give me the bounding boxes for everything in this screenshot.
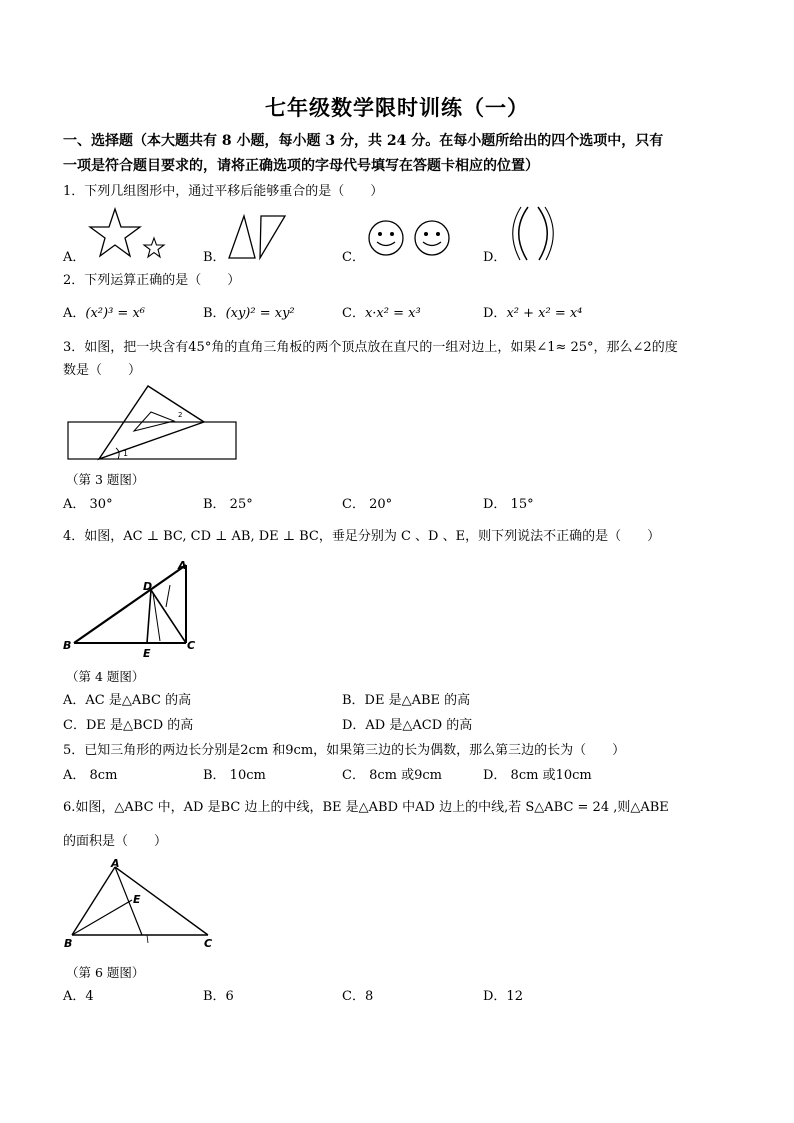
- q2-option-d-label: D．: [483, 306, 507, 321]
- q1-option-c-smiley-faces-figure: [366, 218, 456, 260]
- q6-triangle-figure: [62, 857, 222, 953]
- q4-figure-caption: （第 4 题图）: [66, 669, 145, 684]
- q3-option-d: D． 15°: [483, 497, 534, 512]
- q4-stem: 4．如图，AC ⊥ BC, CD ⊥ AB, DE ⊥ BC，垂足分别为 C 、D 、E，则下列说法不正确的是（ ）: [63, 529, 661, 544]
- q2-option-a-expr: (x²)³ = x⁶: [85, 306, 145, 321]
- q3-option-c: C． 20°: [342, 497, 393, 512]
- q6-stem-line2: 的面积是（ ）: [63, 834, 168, 849]
- q4-vertex-label-a: A: [178, 559, 187, 572]
- q5-option-c: C． 8cm 或9cm: [342, 768, 442, 783]
- q2-option-b: [203, 305, 295, 323]
- q4-vertex-label-e: E: [143, 647, 151, 660]
- q1-option-a-stars-figure: [88, 207, 170, 263]
- q2-option-b-label: B．: [203, 306, 226, 321]
- q3-stem-line2: 数是（ ）: [63, 363, 142, 378]
- page-title: 七年级数学限时训练（一）: [265, 95, 529, 120]
- q2-option-d-expr: x² + x² = x⁴: [506, 306, 583, 321]
- q4-triangle-figure: [62, 557, 202, 661]
- q3-angle-label-1: 1: [123, 449, 129, 458]
- q4-option-b: B．DE 是△ABE 的高: [342, 693, 471, 708]
- q2-option-c-label: C．: [342, 306, 365, 321]
- q2-option-c-expr: x·x² = x³: [364, 306, 421, 321]
- q5-option-b: B． 10cm: [203, 768, 266, 783]
- q3-angle-label-2: 2: [178, 411, 183, 419]
- q2-option-d: [483, 305, 582, 323]
- q3-ruler-triangle-figure: [66, 384, 238, 462]
- q1-option-a-label: A．: [63, 250, 86, 265]
- q2-option-c: [342, 305, 421, 323]
- q6-vertex-label-c: C: [204, 937, 213, 950]
- q6-option-b: B．6: [203, 989, 234, 1004]
- section-instruction-line1: 一、选择题（本大题共有 8 小题，每小题 3 分，共 24 分。在每小题所给出的四个选项中，只有: [63, 133, 664, 149]
- q6-vertex-label-a: A: [111, 857, 120, 870]
- q3-option-a: A． 30°: [63, 497, 113, 512]
- q4-vertex-label-b: B: [63, 639, 72, 652]
- q2-option-a: [63, 305, 145, 323]
- q4-option-d: D．AD 是△ACD 的高: [342, 718, 473, 733]
- q4-option-a: A．AC 是△ABC 的高: [63, 693, 192, 708]
- q5-option-d: D． 8cm 或10cm: [483, 768, 592, 783]
- q6-option-a: A．4: [63, 989, 94, 1004]
- q4-option-c: C．DE 是△BCD 的高: [63, 718, 194, 733]
- q6-option-d: D．12: [483, 989, 523, 1004]
- section-instruction-line2: 一项是符合题目要求的，请将正确选项的字母代号填写在答题卡相应的位置）: [63, 158, 539, 174]
- q2-option-b-expr: (xy)² = xy²: [225, 306, 295, 321]
- q4-vertex-label-d: D: [143, 580, 153, 593]
- q1-stem: 1．下列几组图形中，通过平移后能够重合的是（ ）: [63, 184, 384, 199]
- q1-option-d-label: D．: [483, 250, 507, 265]
- q6-point-label-e: E: [133, 893, 141, 906]
- q4-vertex-label-c: C: [187, 639, 196, 652]
- q6-figure-caption: （第 6 题图）: [66, 965, 145, 980]
- q2-stem: 2．下列运算正确的是（ ）: [63, 273, 241, 288]
- q3-stem-line1: 3．如图，把一块含有45°角的直角三角板的两个顶点放在直尺的一组对边上，如果∠1≈ 25°，那么∠2的度: [63, 340, 678, 355]
- q1-option-c-label: C．: [342, 250, 365, 265]
- q3-figure-caption: （第 3 题图）: [66, 472, 145, 487]
- q1-option-d-arcs-figure: [508, 204, 558, 264]
- q1-option-b-label: B．: [203, 250, 226, 265]
- q6-stem-line1: 6.如图，△ABC 中，AD 是BC 边上的中线，BE 是△ABD 中AD 边上的中线,若 S△ABC = 24 ,则△ABE: [63, 800, 669, 815]
- q3-option-b: B． 25°: [203, 497, 253, 512]
- q5-option-a: A． 8cm: [63, 768, 118, 783]
- q6-vertex-label-b: B: [64, 937, 73, 950]
- q6-option-c: C．8: [342, 989, 374, 1004]
- q1-option-b-triangles-figure: [226, 213, 288, 261]
- q2-option-a-label: A．: [63, 306, 86, 321]
- q5-stem: 5．已知三角形的两边长分别是2cm 和9cm，如果第三边的长为偶数，那么第三边的长为（ ）: [63, 743, 626, 758]
